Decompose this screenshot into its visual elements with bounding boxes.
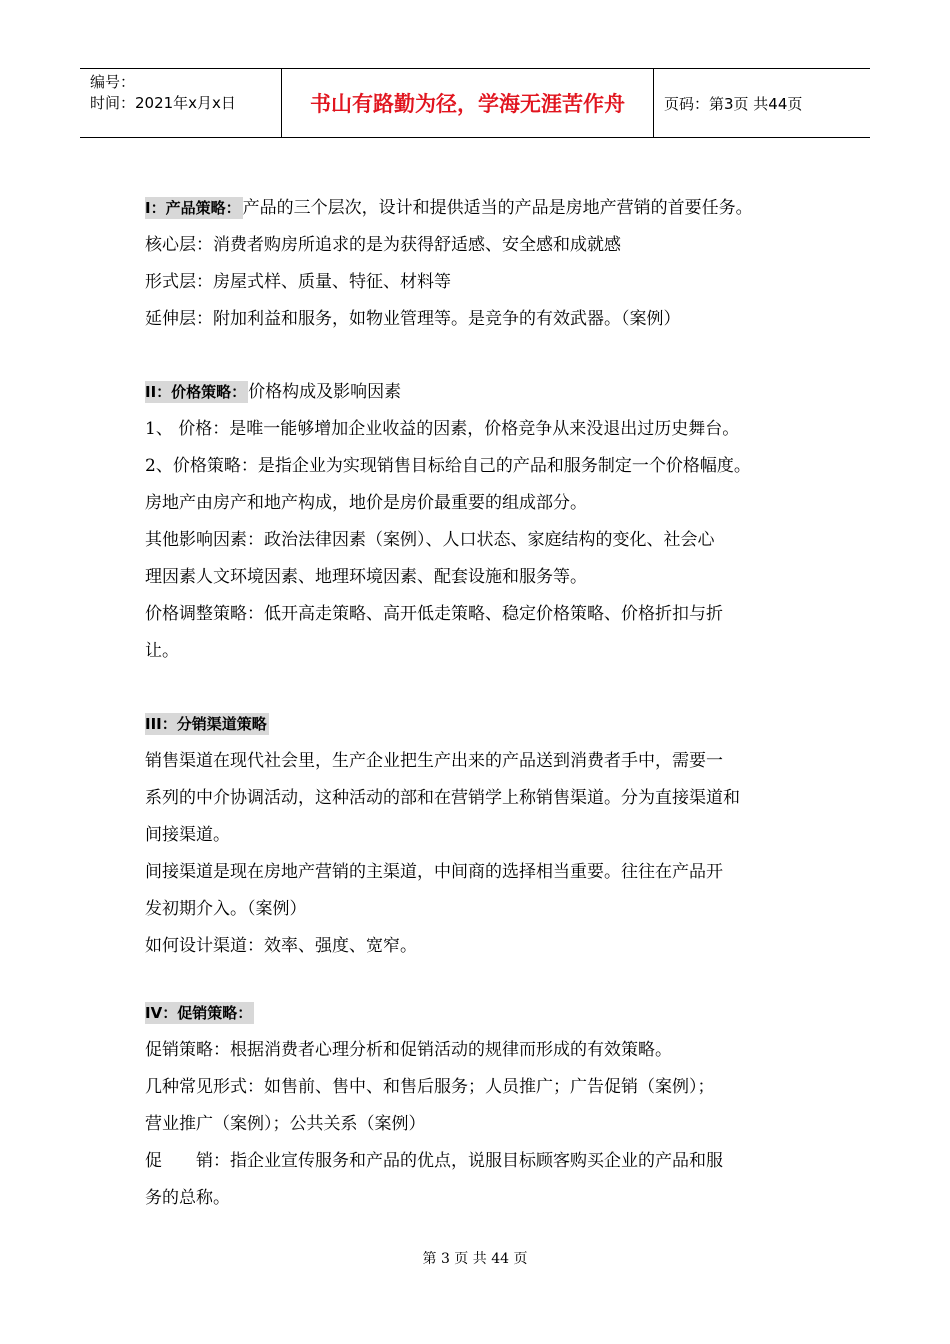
header-page-label: 页码：第3页 共44页 [664,94,803,113]
paragraph-line: 系列的中介协调活动，这种活动的部和在营销学上称销售渠道。分为直接渠道和 [145,788,740,808]
paragraph-line: 间接渠道。 [145,825,230,845]
section-2-heading [145,374,825,411]
section-2-title-rest: 价格构成及影响因素 [248,382,402,402]
paragraph-line: 让。 [145,641,179,661]
section-2-title: II：价格策略： [145,383,247,401]
paragraph-line: 促 销：指企业宣传服务和产品的优点，说服目标顾客购买企业的产品和服 [145,1151,723,1171]
paragraph-line: 务的总称。 [145,1188,230,1208]
paragraph-line: 2、价格策略：是指企业为实现销售目标给自己的产品和服务制定一个价格幅度。 [145,456,751,476]
paragraph-line: 其他影响因素：政治法律因素（案例）、人口状态、家庭结构的变化、社会心 [145,530,715,550]
header-motto: 书山有路勤为径，学海无涯苦作舟 [282,69,654,137]
document-body [145,190,825,1217]
paragraph-line: 营业推广（案例）；公共关系（案例） [145,1114,426,1134]
paragraph-line: 如何设计渠道：效率、强度、宽窄。 [145,936,417,956]
section-4-heading [145,995,825,1032]
time-label: 时间：2021年x月x日 [90,94,236,112]
paragraph-line: 促销策略：根据消费者心理分析和促销活动的规律而形成的有效策略。 [145,1040,672,1060]
paragraph-line: 1、 价格：是唯一能够增加企业收益的因素，价格竞争从来没退出过历史舞台。 [145,419,740,439]
header-meta [80,69,282,137]
section-3-heading [145,706,825,743]
paragraph-line: 延伸层：附加利益和服务，如物业管理等。是竞争的有效武器。（案例） [145,309,681,329]
section-1-heading [145,190,825,227]
paragraph-line: 房地产由房产和地产构成，地价是房价最重要的组成部分。 [145,493,587,513]
paragraph-line: 几种常见形式：如售前、售中、和售后服务；人员推广；广告促销（案例）； [145,1077,715,1097]
paragraph-line: 价格调整策略：低开高走策略、高开低走策略、稳定价格策略、价格折扣与折 [145,604,723,624]
paragraph-line: 销售渠道在现代社会里，生产企业把生产出来的产品送到消费者手中，需要一 [145,751,723,771]
number-label: 编号： [90,73,136,91]
section-3-title: III：分销渠道策略 [145,715,267,733]
paragraph-line: 发初期介入。（案例） [145,899,307,919]
paragraph-line: 理因素人文环境因素、地理环境因素、配套设施和服务等。 [145,567,587,587]
section-1-title-rest: 产品的三个层次，设计和提供适当的产品是房地产营销的首要任务。 [242,198,753,218]
section-4-title: IV：促销策略： [145,1004,253,1022]
page-footer: 第 3 页 共 44 页 [422,1251,528,1267]
section-1-title: I：产品策略： [145,199,241,217]
paragraph-line: 形式层：房屋式样、质量、特征、材料等 [145,272,451,292]
paragraph-line: 核心层：消费者购房所追求的是为获得舒适感、安全感和成就感 [145,235,621,255]
page-header [80,68,870,138]
paragraph-line: 间接渠道是现在房地产营销的主渠道，中间商的选择相当重要。往往在产品开 [145,862,723,882]
